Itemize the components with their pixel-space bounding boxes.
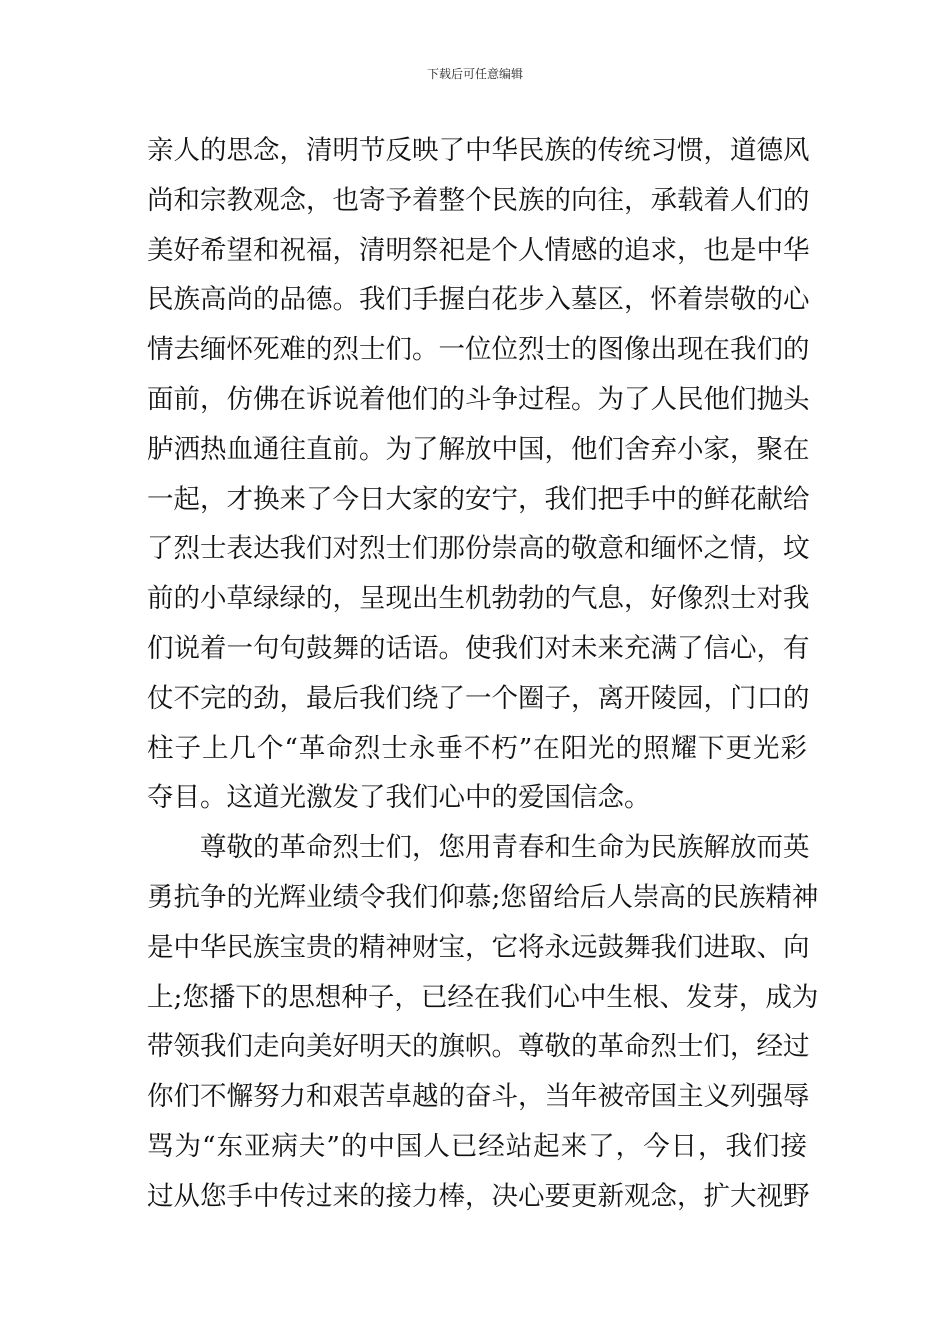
text-line: 面前，仿佛在诉说着他们的斗争过程。为了人民他们抛头 [147,383,810,415]
text-line: 仗不完的劲，最后我们绕了一个圈子，离开陵园，门口的 [147,682,810,714]
text-line: 尚和宗教观念，也寄予着整个民族的向往，承载着人们的 [147,184,810,216]
text-line: 胪洒热血通往直前。为了解放中国，他们舍弃小家，聚在 [147,433,810,465]
document-body [147,126,819,1222]
text-line: 尊敬的革命烈士们，您用青春和生命为民族解放而英 [200,832,810,864]
text-line: 你们不懈努力和艰苦卓越的奋斗，当年被帝国主义列强辱 [147,1081,810,1113]
text-line: 骂为“东亚病夫”的中国人已经站起来了，今日，我们接 [147,1130,807,1162]
text-line: 勇抗争的光辉业绩令我们仰慕;您留给后人崇高的民族精神 [147,881,819,913]
text-line: 民族高尚的品德。我们手握白花步入墓区，怀着崇敬的心 [147,284,810,316]
text-line: 过从您手中传过来的接力棒，决心要更新观念，扩大视野 [147,1180,810,1212]
text-line: 美好希望和祝福，清明祭祀是个人情感的追求，也是中华 [147,234,810,266]
text-line: 带领我们走向美好明天的旗帜。尊敬的革命烈士们，经过 [147,1031,810,1063]
text-line: 上;您播下的思想种子，已经在我们心中生根、发芽，成为 [147,981,819,1013]
text-line: 情去缅怀死难的烈士们。一位位烈士的图像出现在我们的 [147,334,810,366]
text-line: 亲人的思念，清明节反映了中华民族的传统习惯，道德风 [147,135,810,166]
text-line: 了烈士表达我们对烈士们那份崇高的敬意和缅怀之情，坟 [147,533,810,565]
text-line: 柱子上几个“革命烈士永垂不朽”在阳光的照耀下更光彩 [147,732,807,764]
text-line: 是中华民族宝贵的精神财宝，它将永远鼓舞我们进取、向 [147,931,810,963]
paragraph-2 [147,823,819,1221]
page-header: 下载后可任意编辑 [426,67,523,81]
text-line: 们说着一句句鼓舞的话语。使我们对未来充满了信心，有 [147,632,810,664]
text-line: 一起，才换来了今日大家的安宁，我们把手中的鲜花献给 [147,483,810,515]
text-line: 前的小草绿绿的，呈现出生机勃勃的气息，好像烈士对我 [147,583,810,615]
paragraph-1 [147,126,810,823]
text-line: 夺目。这道光激发了我们心中的爱国信念。 [147,782,651,814]
